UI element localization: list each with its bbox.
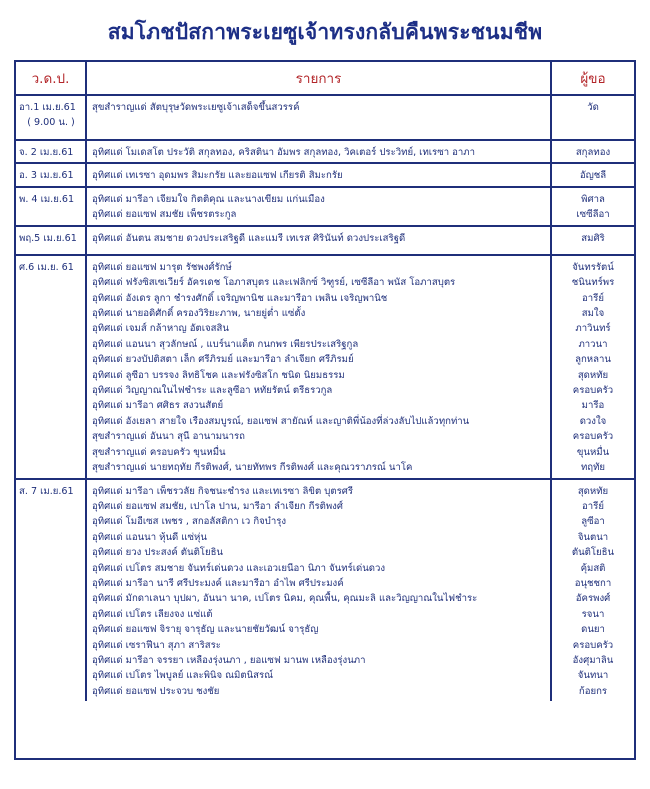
row-items xyxy=(86,479,551,702)
requester-name: ก้อยกร xyxy=(578,685,608,697)
requester-name: สกุลทอง xyxy=(575,147,611,158)
requester-name: ครอบครัว xyxy=(572,431,614,443)
row-requesters xyxy=(551,163,634,186)
row-date-label: ส. 7 เม.ย.61 xyxy=(19,485,74,497)
intention-line: อุทิศแด่ ฟรังซิสเซเวียร์ อัครเดช โอภาสบุตร และเฟลิกซ์ วิฑูรย์, เซซีลีอา พนัส โอภาสบุตร xyxy=(92,277,456,289)
row-items xyxy=(86,163,551,186)
table-body xyxy=(16,95,634,701)
row-date xyxy=(16,187,86,226)
row-date xyxy=(16,255,86,479)
intention-line: สุขสำราญแด่ สัตบุรุษวัดพระเยซูเจ้าเสด็จขึ้นสวรรค์ xyxy=(92,102,300,113)
row-date-time: ( 9.00 น. ) xyxy=(27,117,75,129)
requester-name: อังศุมาลิน xyxy=(572,654,614,666)
requester-name: อนุชชกา xyxy=(574,577,612,589)
table-row xyxy=(16,255,634,479)
table-row xyxy=(16,226,634,255)
row-requesters xyxy=(551,187,634,226)
header-item: รายการ xyxy=(86,62,551,95)
intention-line: อุทิศแด่ อังเดร ลูกา ชำรงศักดิ์ เจริญพานิช และมารีอา เพลิน เจริญพานิช xyxy=(92,292,388,304)
intention-line: อุทิศแด่ ยอแซฟ ประจวบ ชงชัย xyxy=(92,685,220,697)
intention-line: อุทิศแด่ ยอแซฟ สมชัย, เปาโล ปาน, มารีอา ลำเจียก กีรติพงศ์ xyxy=(92,500,343,512)
intention-line: อุทิศแด่ มารีอา ศศิธร สงวนสัตย์ xyxy=(92,400,224,412)
table-row xyxy=(16,140,634,163)
row-date xyxy=(16,479,86,702)
requester-name: จันทรรัตน์ xyxy=(572,261,614,273)
requester-name: ดนยา xyxy=(581,624,605,636)
requester-name: ภาวนา xyxy=(578,338,608,350)
row-requesters xyxy=(551,95,634,140)
page-title: สมโภชปัสกาพระเยซูเจ้าทรงกลับคืนพระชนมชีพ xyxy=(107,20,543,44)
header-requester: ผู้ขอ xyxy=(551,62,634,95)
requester-name: จินตนา xyxy=(577,531,609,543)
requester-name: ครอบครัว xyxy=(572,385,614,397)
row-date-label: จ. 2 เม.ย.61 xyxy=(19,147,74,158)
requester-name: อารีย์ xyxy=(582,500,604,512)
requester-name: สมศิริ xyxy=(581,232,605,244)
requester-name: สุดหทัย xyxy=(577,485,609,497)
intention-line: อุทิศแด่ มักดาเลนา บุปผา, อันนา นาค, เปโตร นิคม, คุณพื้น, คุณมะลิ และวิญญาณในไฟชำระ xyxy=(92,593,478,605)
requester-name: ขุนหมื่น xyxy=(576,446,610,458)
intention-line: อุทิศแด่ โมเดสโต ประวัติ สกุลทอง, คริสตินา อัมพร สกุลทอง, วิคเตอร์ ประวิทย์, เทเรซา อาภา xyxy=(92,147,476,158)
requester-name: ภาวินทร์ xyxy=(575,323,611,335)
row-date-label: ศ.6 เม.ย. 61 xyxy=(19,261,74,273)
intention-line: อุทิศแด่ ยวงบัปติสตา เล็ก ศรีภิรมย์ และมารีอา ลำเจียก ศรีภิรมย์ xyxy=(92,354,354,366)
intention-line: อุทิศแด่ อังเยลา สายใจ เรืองสมบูรณ์, ยอแซฟ สายัณห์ และญาติพี่น้องที่ล่วงลับไปแล้วทุกท่าน xyxy=(92,415,470,427)
row-items xyxy=(86,255,551,479)
requester-name: ลูกหลาน xyxy=(575,354,611,366)
requester-name: ครอบครัว xyxy=(572,639,614,651)
intention-line: อุทิศแด่ เปโตร ไพบูลย์ และพินิจ ณมิตนิสรณ์ xyxy=(92,670,274,682)
intention-line: อุทิศแด่ แอนนา สุวลักษณ์ , แบร์นาแด็ต กนกพร เพียรประเสริฐกูล xyxy=(92,338,359,350)
requester-name: จันทนา xyxy=(577,670,609,682)
row-date xyxy=(16,226,86,255)
requester-name: ลูซีอา xyxy=(581,516,605,528)
row-date-label: อา.1 เม.ย.61 xyxy=(19,102,76,113)
row-requesters xyxy=(551,140,634,163)
intention-line: อุทิศแด่ ยอแซฟ สมชัย เพ็ชรตระกูล xyxy=(92,209,237,221)
intention-line: อุทิศแด่ เปโตร เลียงจง แซ่แต้ xyxy=(92,608,213,620)
requester-name: พิศาล xyxy=(581,193,605,205)
table-row xyxy=(16,163,634,186)
mass-intentions-table xyxy=(14,60,636,760)
intention-line: อุทิศแด่ นายอดิศักดิ์ ครองวิริยะภาพ, นายยู่ต่ำ แซ่ตั้ง xyxy=(92,308,306,320)
requester-name: ดวงใจ xyxy=(579,415,607,427)
row-items xyxy=(86,226,551,255)
requester-name: อารีย์ xyxy=(582,292,604,304)
row-items xyxy=(86,95,551,140)
row-date-label: พ. 4 เม.ย.61 xyxy=(19,193,75,205)
table-row xyxy=(16,479,634,702)
requester-name: เซซีลีอา xyxy=(576,209,610,221)
intention-line: อุทิศแด่ มารีอา เจียมใจ กิตติคุณ และนางเขียม แก่นเมือง xyxy=(92,193,325,205)
intention-line: อุทิศแด่ ยวง ประสงค์ ตันติโยธิน xyxy=(92,547,223,559)
intention-line: อุทิศแด่ วิญญาณในไฟชำระ และลูซีอา หทัยรัตน์ ตรีธรวกูล xyxy=(92,385,333,397)
intention-line: สุขสำราญแด่ ครอบครัว ขุนหมื่น xyxy=(92,446,226,458)
requester-name: อัครพงศ์ xyxy=(575,593,611,605)
intention-line: สุขสำราญแด่ อันนา สุนี อานามนารถ xyxy=(92,431,245,443)
row-date xyxy=(16,163,86,186)
intention-line: อุทิศแด่ ยอแซฟ จิรายุ จารุธัญ และนายชัยวัฒน์ จารุธัญ xyxy=(92,624,319,636)
intention-line: อุทิศแด่ ลูซีอา บรรจง ลิทธิโชค และฟรังซิสโก ชนิด นิยมธรรม xyxy=(92,369,345,381)
intention-line: อุทิศแด่ มารีอา เพ็ชรวลัย กิจชนะชำรง และเทเรซา ลิขิต บุตรศรี xyxy=(92,485,353,497)
row-date-label: อ. 3 เม.ย.61 xyxy=(19,170,74,182)
intention-line: อุทิศแด่ ยอแซฟ มารุต รัชพงศ์รักษ์ xyxy=(92,261,232,273)
requester-name: รจนา xyxy=(581,608,605,620)
table-row xyxy=(16,95,634,140)
intention-line: อุทิศแด่ อันตน สมชาย ดวงประเสริฐดี และแมรี เทเรส ศิรินันท์ ดวงประเสริฐดี xyxy=(92,232,406,244)
intention-line: อุทิศแด่ แอนนา หุ้นดี แซ่หุ่น xyxy=(92,531,207,543)
row-date xyxy=(16,140,86,163)
requester-name: คุ้มสติ xyxy=(580,562,606,574)
row-items xyxy=(86,140,551,163)
requester-name: ตันติโยธิน xyxy=(571,547,615,559)
table-header-row xyxy=(16,62,634,95)
row-requesters xyxy=(551,479,634,702)
row-requesters xyxy=(551,226,634,255)
intention-line: อุทิศแด่ มารีอา นารี ศรีประมงค์ และมารีอา อำไพ ศรีประมงค์ xyxy=(92,577,344,589)
intention-line: อุทิศแด่ เซราฟีนา สุภา สาริสระ xyxy=(92,639,221,651)
row-date-label: พฤ.5 เม.ย.61 xyxy=(19,232,77,244)
header-date: ว.ด.ป. xyxy=(16,62,86,95)
requester-name: อัญชลี xyxy=(579,170,607,182)
requester-name: ชนินทร์พร xyxy=(571,277,615,289)
intention-line: อุทิศแด่ โมอีเซส เพชร , สกอลัสติกา เว กิจบำรุง xyxy=(92,516,287,528)
table-row xyxy=(16,187,634,226)
row-items xyxy=(86,187,551,226)
intention-line: อุทิศแด่ เทเรซา อุดมพร สิมะกรัย และยอแซฟ เกียรติ สิมะกรัย xyxy=(92,170,343,182)
intention-line: อุทิศแด่ เจมส์ กล้าหาญ อัตเจสสิน xyxy=(92,323,229,335)
row-requesters xyxy=(551,255,634,479)
intention-line: อุทิศแด่ มารีอา จรรยา เหลืองรุ่งนภา , ยอแซฟ มานพ เหลืองรุ่งนภา xyxy=(92,654,366,666)
intention-line: สุขสำราญแด่ นายทฤทัย กีรติพงศ์, นายทัทพร กีรติพงศ์ และคุณวราภรณ์ นาโค xyxy=(92,462,413,474)
requester-name: ทฤทัย xyxy=(580,462,606,474)
requester-name: มารีอ xyxy=(581,400,605,412)
row-date xyxy=(16,95,86,140)
requester-name: สุดหทัย xyxy=(577,369,609,381)
requester-name: วัด xyxy=(587,102,599,113)
intention-line: อุทิศแด่ เปโตร สมชาย จันทร์เด่นดวง และเอวเยนีอา นิภา จันทร์เด่นดวง xyxy=(92,562,386,574)
requester-name: สมใจ xyxy=(581,308,605,320)
